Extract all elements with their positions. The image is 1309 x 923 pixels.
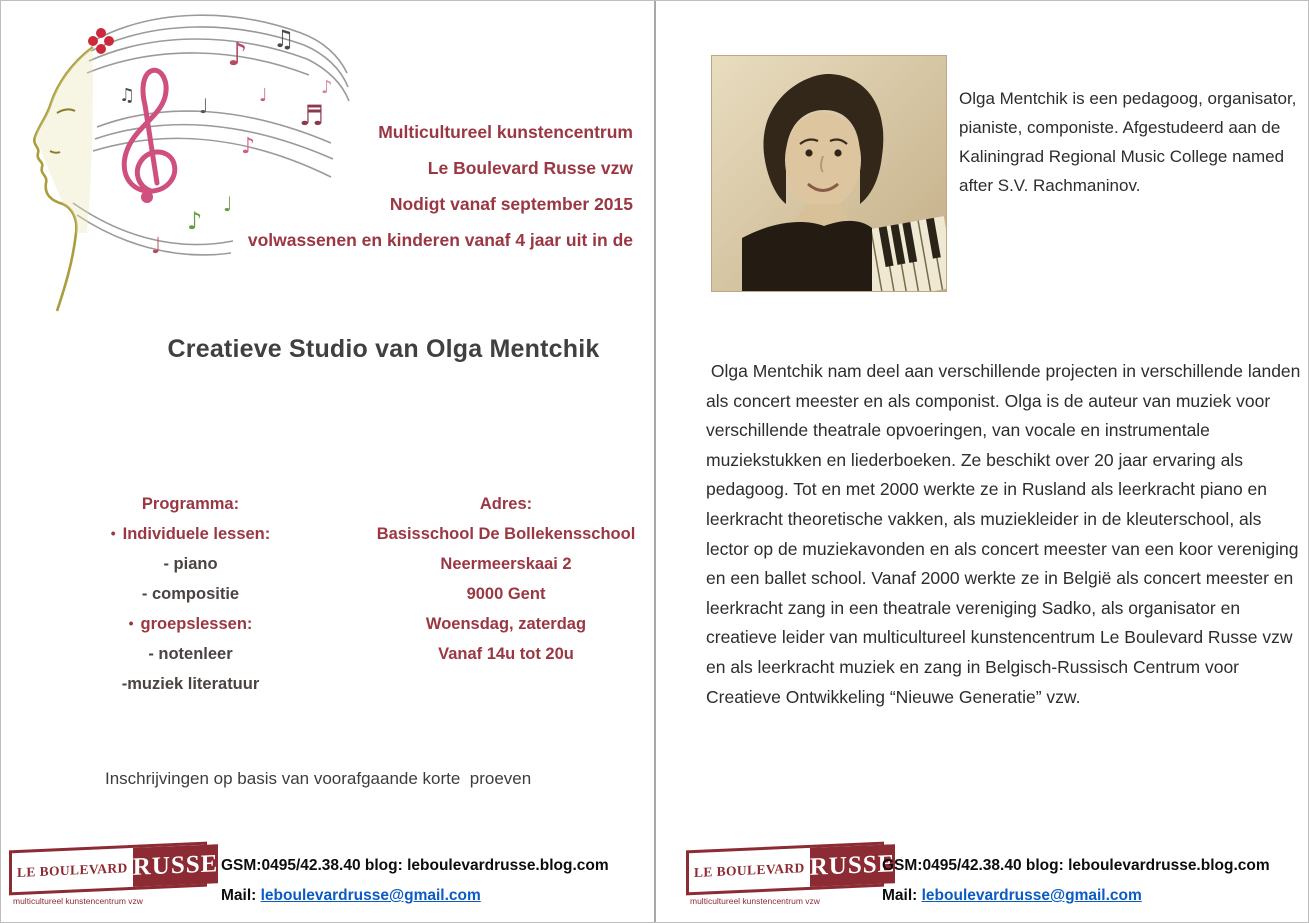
invitation-header xyxy=(203,114,633,258)
logo-subtitle: multicultureel kunstencentrum vzw xyxy=(690,896,820,906)
logo-text-russe: RUSSE xyxy=(133,844,219,887)
svg-text:♬: ♬ xyxy=(299,99,325,132)
logo-text-le-boulevard: LE BOULEVARD xyxy=(17,859,128,880)
boulevard-russe-logo xyxy=(686,846,896,906)
mail-line xyxy=(221,881,609,911)
logo-text-le-boulevard: LE BOULEVARD xyxy=(694,859,805,880)
logo-banner xyxy=(686,842,896,896)
programma-item: -muziek literatuur xyxy=(121,675,260,693)
programma-item: • Individuele lessen: xyxy=(110,525,271,543)
gsm-blog-line: GSM:0495/42.38.40 blog: leboulevardrusse.blog.com xyxy=(221,857,609,874)
programma-item: - piano xyxy=(163,555,218,573)
gsm-blog-line: GSM:0495/42.38.40 blog: leboulevardrusse.blog.com xyxy=(882,857,1270,874)
svg-text:♫: ♫ xyxy=(119,85,136,106)
contact-info xyxy=(882,851,1270,911)
programma-column xyxy=(73,489,308,699)
svg-text:♩: ♩ xyxy=(259,85,268,106)
mail-link[interactable]: leboulevardrusse@gmail.com xyxy=(260,887,481,904)
programma-item: • groepslessen: xyxy=(128,615,253,633)
dark-top xyxy=(742,221,872,291)
contact-info xyxy=(221,851,609,911)
bio-intro: Olga Mentchik is een pedagoog, organisator, pianiste, componiste. Afgestudeerd aan de Kaliningrad Regional Music College named after S.V. Rachmaninov. xyxy=(959,89,1302,195)
header-line: Le Boulevard Russe vzw xyxy=(427,158,633,178)
bullet-icon: • xyxy=(110,525,116,541)
adres-heading: Adres: xyxy=(479,495,533,513)
logo-text-russe: RUSSE xyxy=(810,844,896,887)
header-line: Nodigt vanaf september 2015 xyxy=(389,194,633,214)
svg-text:♪: ♪ xyxy=(187,207,203,235)
adres-line: Vanaf 14u tot 20u xyxy=(438,645,574,663)
adres-column xyxy=(361,489,651,669)
programma-item: - notenleer xyxy=(148,645,233,663)
svg-text:♪: ♪ xyxy=(227,35,248,73)
bio-body: Olga Mentchik nam deel aan verschillende projecten in verschillende landen als concert meester en als componist. Olga is de auteur van muziek voor verschillende theatrale opvoeringen, van vocale en instrumentale muziekstukken en liederboeken. Ze beschikt over 20 jaar ervaring als pedagoog. Tot en met 2000 werkte ze in Rusland als leerkracht piano en leerkracht theoretische vakken, als muziekleider in de kleuterschool, als lector op de muziekavonden en als concert meester van een koor vereniging en een ballet school. Vanaf 2000 werkte ze in België als concert meester en leerkracht zang in een theatrale vereniging Sadko, als organisator en creatieve leider van multicultureel kunstencentrum Le Boulevard Russe vzw en als leerkracht muziek en zang in Belgisch-Russisch Centrum voor Creatieve Ontwikkeling “Nieuwe Generatie” vzw. xyxy=(706,361,1306,707)
bullet-icon: • xyxy=(128,615,134,631)
boulevard-russe-logo xyxy=(9,846,219,906)
mail-label: Mail: xyxy=(221,887,261,904)
svg-text:♫: ♫ xyxy=(273,25,295,53)
svg-text:♪: ♪ xyxy=(241,134,256,159)
programma-item: - compositie xyxy=(141,585,240,603)
programma-heading: Programma: xyxy=(141,495,240,513)
page-left xyxy=(1,1,655,923)
svg-text:♩: ♩ xyxy=(223,192,233,216)
page-right xyxy=(656,1,1309,923)
portrait-art xyxy=(712,56,946,291)
mail-label: Mail: xyxy=(882,887,922,904)
mail-link[interactable]: leboulevardrusse@gmail.com xyxy=(921,887,1142,904)
svg-text:♩: ♩ xyxy=(199,94,209,118)
page-title: Creatieve Studio van Olga Mentchik xyxy=(167,335,600,363)
adres-line: Basisschool De Bollekensschool xyxy=(376,525,636,543)
olga-portrait-photo xyxy=(711,55,947,292)
face-profile xyxy=(34,47,93,311)
adres-line: 9000 Gent xyxy=(466,585,546,603)
adres-line: Woensdag, zaterdag xyxy=(425,615,587,633)
logo-banner xyxy=(9,842,219,896)
logo-subtitle: multicultureel kunstencentrum vzw xyxy=(13,896,143,906)
header-line: Multicultureel kunstencentrum xyxy=(378,122,633,142)
registration-note: Inschrijvingen op basis van voorafgaande korte proeven xyxy=(105,769,532,788)
adres-line: Neermeerskaai 2 xyxy=(440,555,572,573)
svg-text:♩: ♩ xyxy=(151,234,162,259)
mail-line xyxy=(882,881,1270,911)
header-line: volwassenen en kinderen vanaf 4 jaar uit in de xyxy=(247,230,633,250)
svg-text:♪: ♪ xyxy=(321,77,333,98)
